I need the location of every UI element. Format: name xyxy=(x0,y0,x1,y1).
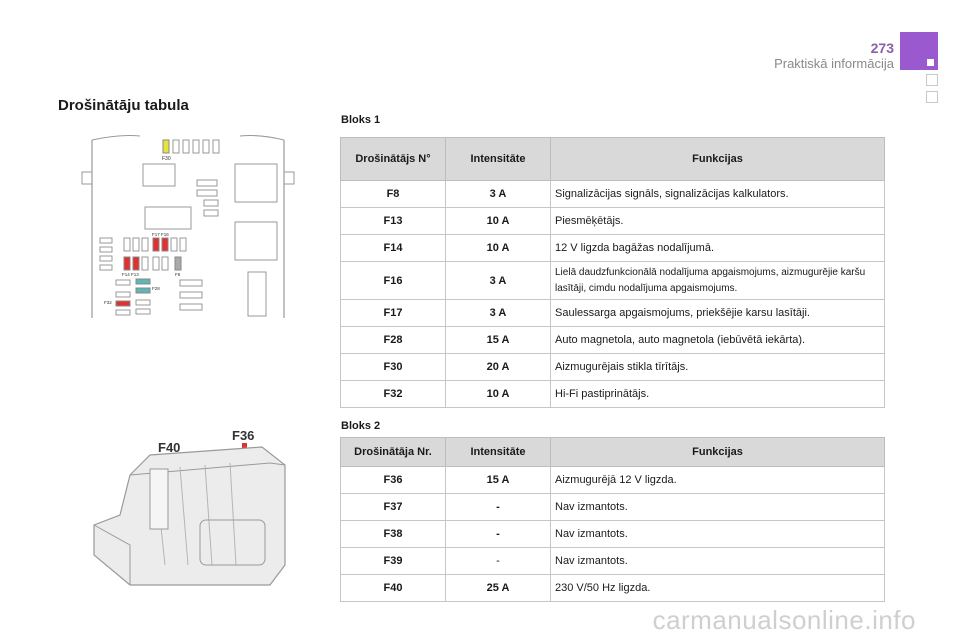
table-row xyxy=(341,327,885,354)
label-f40: F40 xyxy=(158,440,181,455)
fuse-number: F36 xyxy=(341,467,446,494)
fuse-current: 10 A xyxy=(446,235,551,262)
fuse-function: Nav izmantots. xyxy=(551,548,885,575)
page-title: Drošinātāju tabula xyxy=(58,97,189,114)
label-f32: F32 xyxy=(104,300,112,305)
table-row xyxy=(341,467,885,494)
table-row xyxy=(341,494,885,521)
fuse-current: 10 A xyxy=(446,208,551,235)
watermark: carmanualsonline.info xyxy=(652,605,916,635)
page-number: 273 xyxy=(870,40,894,56)
fuse-function: Piesmēķētājs. xyxy=(551,208,885,235)
table-header xyxy=(341,438,885,467)
fuse-current: 15 A xyxy=(446,327,551,354)
fuse-number: F28 xyxy=(341,327,446,354)
label-f8: F8 xyxy=(175,272,181,277)
table-row xyxy=(341,548,885,575)
fuse-current: 15 A xyxy=(446,467,551,494)
fuse-number: F17 xyxy=(341,300,446,327)
fuse-function: Aizmugurējais stikla tīrītājs. xyxy=(551,354,885,381)
fuse-number: F37 xyxy=(341,494,446,521)
fuse-number: F39 xyxy=(341,548,446,575)
section-title: Praktiskā informācija xyxy=(774,56,894,71)
label-f14-f13: F14 F13 xyxy=(122,272,139,277)
tab-marker-icon xyxy=(927,59,934,66)
fuse-number: F32 xyxy=(341,381,446,408)
fuse-function: Hi-Fi pastiprinātājs. xyxy=(551,381,885,408)
chapter-tab-empty-2[interactable] xyxy=(926,91,938,103)
label-f17-f16: F17 F16 xyxy=(152,232,169,237)
fuse-function: Nav izmantots. xyxy=(551,521,885,548)
column-header: Drošinātāja Nr. xyxy=(341,438,446,467)
fuse-current: 10 A xyxy=(446,381,551,408)
column-header: Intensitāte xyxy=(446,138,551,181)
fuse-current: - xyxy=(446,548,551,575)
fuse-function: 12 V ligzda bagāžas nodalījumā. xyxy=(551,235,885,262)
fuse-number: F38 xyxy=(341,521,446,548)
table-row xyxy=(341,575,885,602)
fuse-number: F30 xyxy=(341,354,446,381)
fuse-current: - xyxy=(446,494,551,521)
fuse-current: 25 A xyxy=(446,575,551,602)
table-row xyxy=(341,300,885,327)
fuse-box-1-diagram xyxy=(80,132,295,322)
table-row xyxy=(341,354,885,381)
table-row xyxy=(341,181,885,208)
table-row xyxy=(341,208,885,235)
fuse-box-2-diagram xyxy=(90,425,290,590)
fuse-function: Saulessarga apgaismojums, priekšējie karsu lasītāji. xyxy=(551,300,885,327)
chapter-tab-empty-1[interactable] xyxy=(926,74,938,86)
fuse-number: F16 xyxy=(341,262,446,300)
label-f36: F36 xyxy=(232,428,255,443)
fuse-function: 230 V/50 Hz ligzda. xyxy=(551,575,885,602)
chapter-tab[interactable] xyxy=(900,32,938,70)
block2-label: Bloks 2 xyxy=(341,420,381,432)
column-header: Drošinātājs N° xyxy=(341,138,446,181)
fuse-number: F14 xyxy=(341,235,446,262)
table-row xyxy=(341,262,885,300)
table-row xyxy=(341,381,885,408)
fuse-function: Aizmugurējā 12 V ligzda. xyxy=(551,467,885,494)
column-header: Funkcijas xyxy=(551,138,885,181)
fuse-current: 3 A xyxy=(446,300,551,327)
fuse-number: F40 xyxy=(341,575,446,602)
fuse-function: Lielā daudzfunkcionālā nodalījuma apgaismojums, aizmugurējie karšu lasītāji, cimdu nodalījuma apgaismojums. xyxy=(551,262,885,300)
fuse-current: 3 A xyxy=(446,262,551,300)
column-header: Funkcijas xyxy=(551,438,885,467)
table-row xyxy=(341,235,885,262)
fuse-function: Auto magnetola, auto magnetola (iebūvētā iekārta). xyxy=(551,327,885,354)
fuse-table-block2 xyxy=(340,437,885,602)
fuse-current: 20 A xyxy=(446,354,551,381)
table-header xyxy=(341,138,885,181)
fuse-number: F13 xyxy=(341,208,446,235)
block1-label: Bloks 1 xyxy=(341,114,381,126)
label-f28: F28 xyxy=(152,286,160,291)
table-row xyxy=(341,521,885,548)
column-header: Intensitāte xyxy=(446,438,551,467)
fuse-number: F8 xyxy=(341,181,446,208)
label-f30: F30 xyxy=(162,156,171,162)
fuse-table-block1 xyxy=(340,137,885,408)
fuse-current: - xyxy=(446,521,551,548)
fuse-function: Signalizācijas signāls, signalizācijas kalkulators. xyxy=(551,181,885,208)
fuse-current: 3 A xyxy=(446,181,551,208)
fuse-function: Nav izmantots. xyxy=(551,494,885,521)
